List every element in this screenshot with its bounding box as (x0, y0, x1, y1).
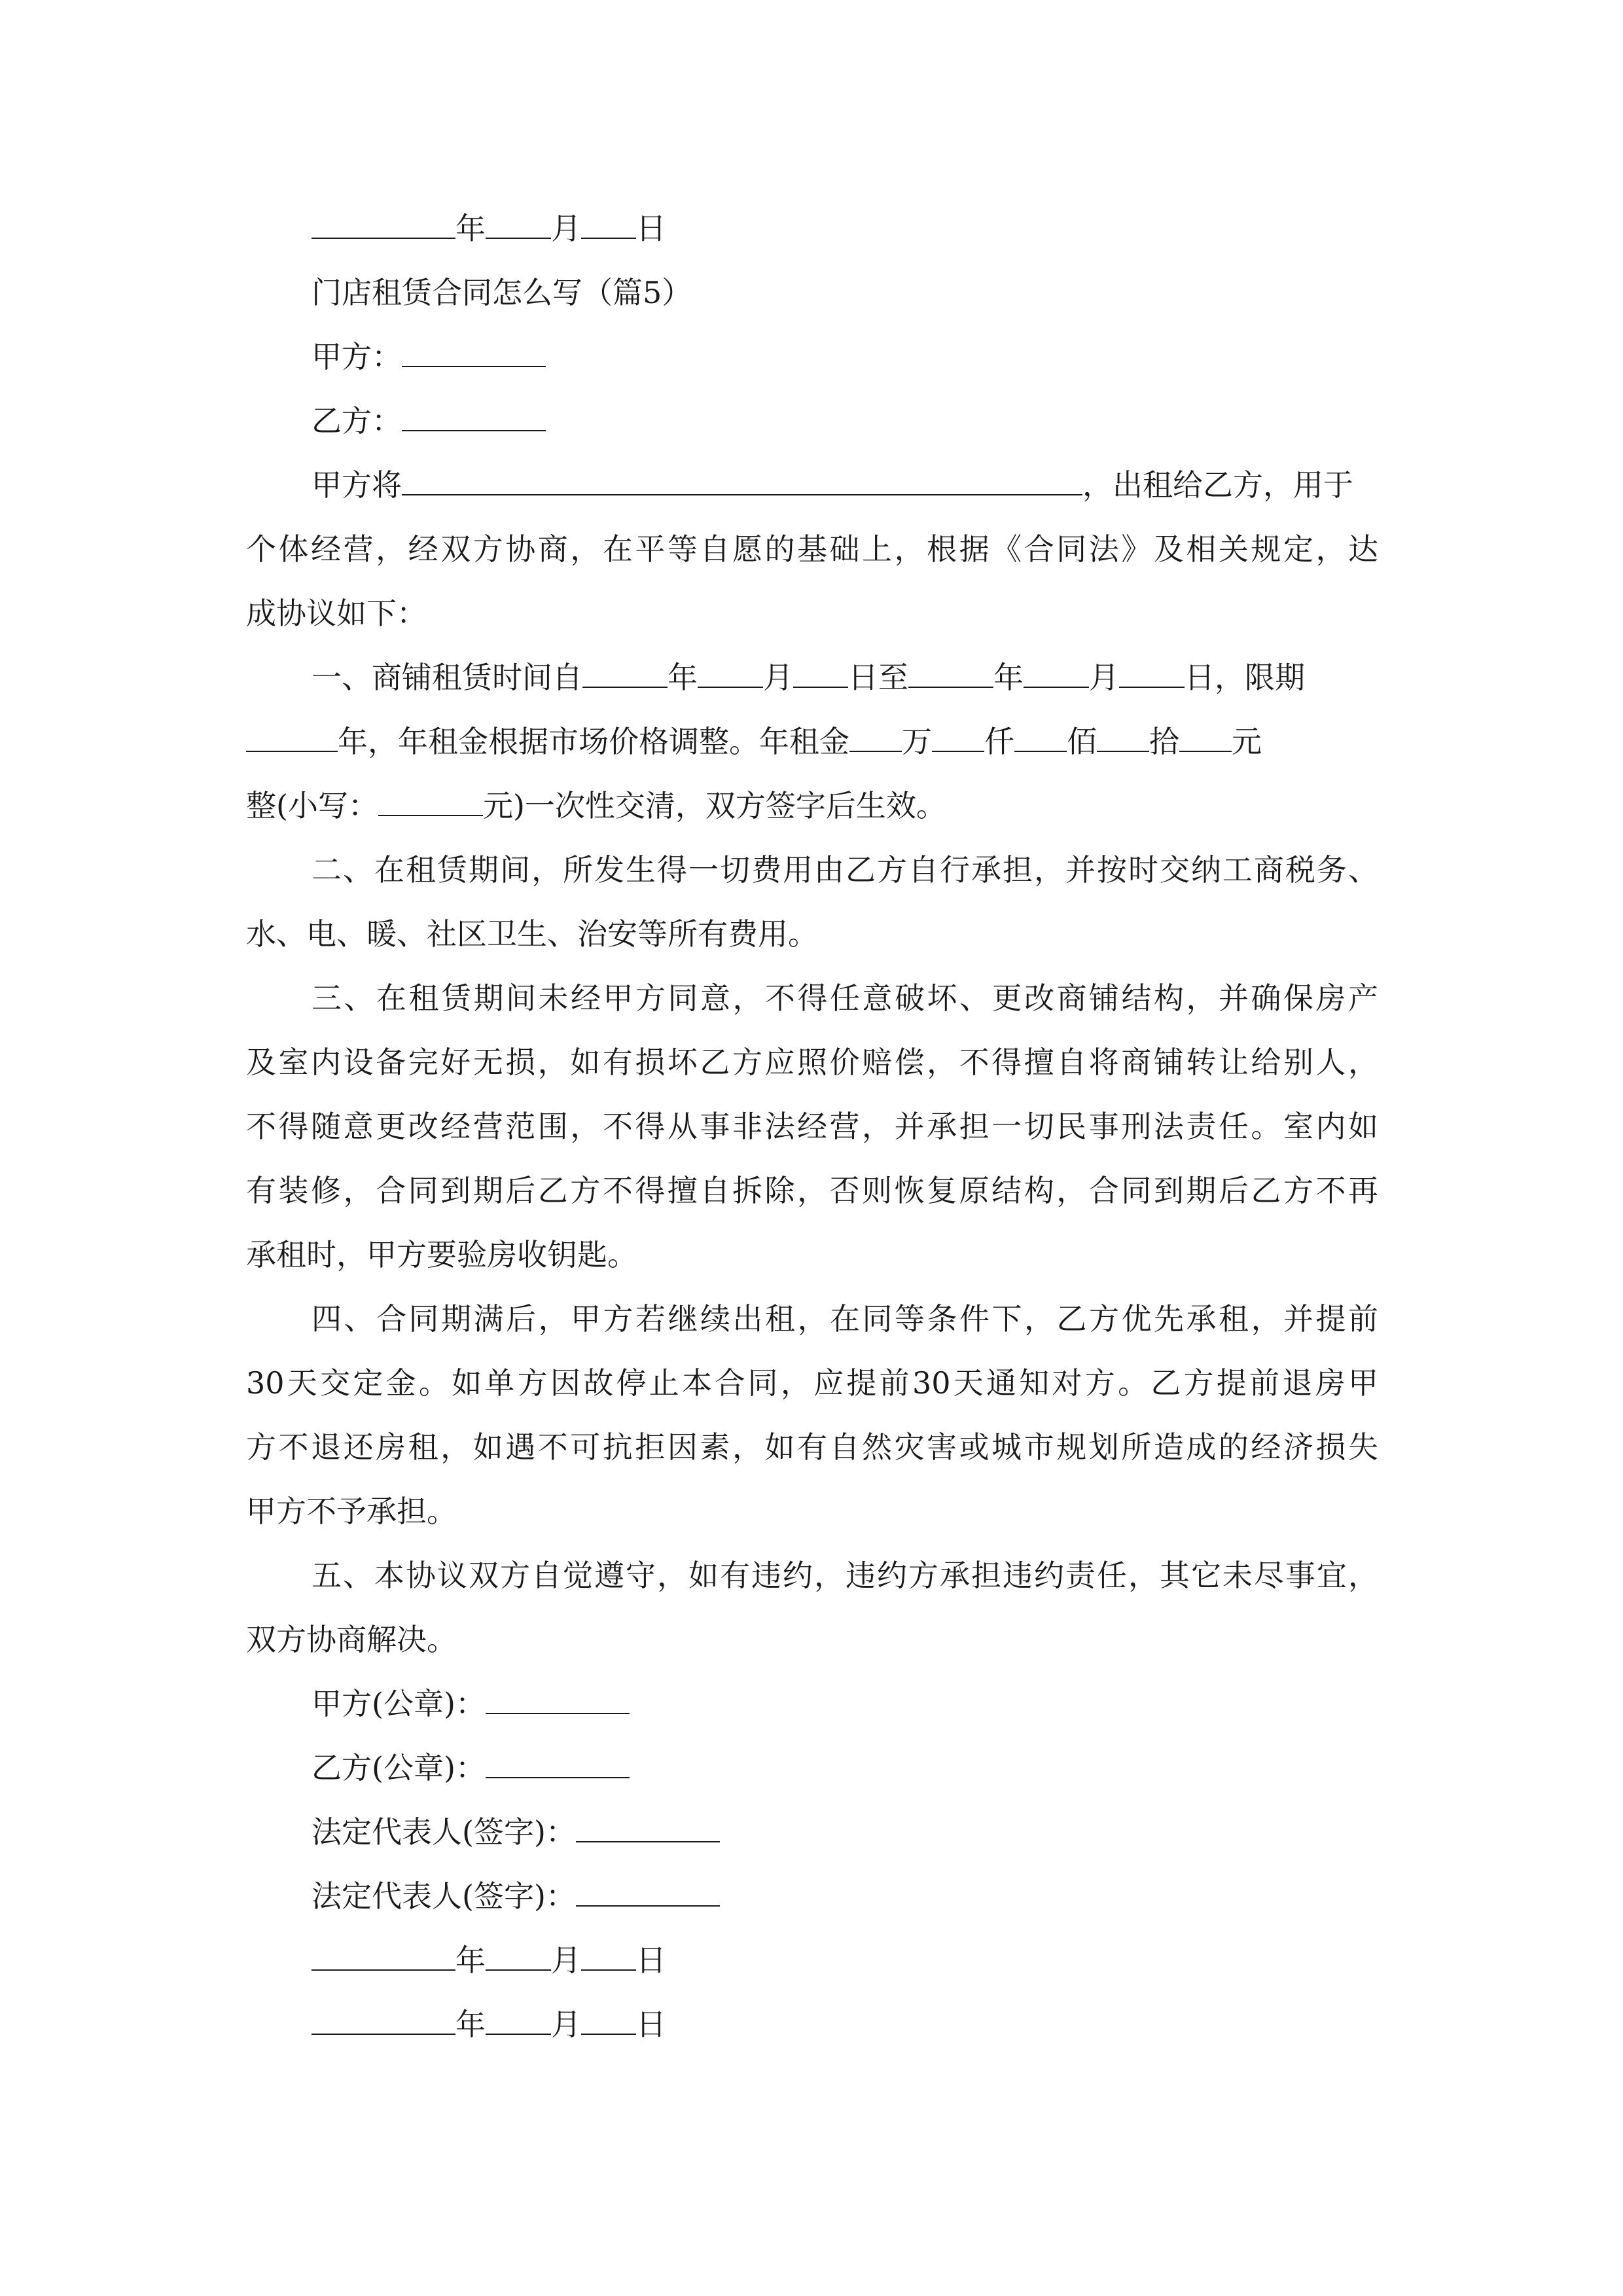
intro-line-1: 甲方将 ，出租给乙方，用于 (246, 453, 1378, 517)
document-title: 门店租赁合同怎么写（篇5） (312, 275, 692, 310)
party-a-seal-line: 甲方(公章)： (246, 1672, 1378, 1736)
clause-1-line-2: 年，年租金根据市场价格调整。年租金 万 仟 佰 拾 元 (246, 709, 1378, 774)
legal-rep-line-2: 法定代表人(签字)： (246, 1864, 1378, 1928)
clause-3-line-1: 三、在租赁期间未经甲方同意，不得任意破坏、更改商铺结构，并确保房产 (312, 980, 1378, 1016)
clause-2-line-2: 水、电、暖、社区卫生、治安等所有费用。 (246, 916, 818, 952)
date-line-bottom-2: 年 月 日 (246, 1992, 1378, 2056)
clause-5-line-1: 五、本协议双方自觉遵守，如有违约，违约方承担违约责任，其它未尽事宜， (312, 1558, 1378, 1593)
legal-rep-line-1: 法定代表人(签字)： (246, 1800, 1378, 1864)
intro-line-3: 成协议如下： (246, 596, 427, 631)
clause-4-line-4: 甲方不予承担。 (246, 1494, 457, 1529)
party-a-line: 甲方： (246, 325, 1378, 389)
clause-5-line-2: 双方协商解决。 (246, 1622, 457, 1657)
clause-3-line-3: 不得随意更改经营范围，不得从事非法经营，并承担一切民事刑法责任。室内如 (246, 1109, 1378, 1144)
blank-month (486, 204, 551, 239)
clause-4-line-3: 方不退还房租，如遇不可抗拒因素，如有自然灾害或城市规划所造成的经济损失 (246, 1429, 1378, 1465)
clause-3-line-5: 承租时，甲方要验房收钥匙。 (246, 1237, 637, 1272)
clause-3-line-2: 及室内设备完好无损，如有损坏乙方应照价赔偿，不得擅自将商铺转让给别人， (246, 1045, 1378, 1080)
party-b-line: 乙方： (246, 389, 1378, 453)
clause-1-line-1: 一、商铺租赁时间自 年 月 日至 年 月 日，限期 (246, 645, 1378, 709)
blank-party-a (402, 332, 546, 367)
clause-2-line-1: 二、在租赁期间，所发生得一切费用由乙方自行承担，并按时交纳工商税务、 (312, 852, 1378, 888)
clause-1-line-3: 整(小写： 元)一次性交清，双方签字后生效。 (246, 774, 1378, 838)
party-b-seal-line: 乙方(公章)： (246, 1736, 1378, 1800)
intro-line-2: 个体经营，经双方协商，在平等自愿的基础上，根据《合同法》及相关规定，达 (246, 531, 1378, 567)
blank-property (402, 460, 1082, 495)
clause-4-line-1: 四、合同期满后，甲方若继续出租，在同等条件下，乙方优先承租，并提前 (312, 1301, 1378, 1336)
date-line-bottom-1: 年 月 日 (246, 1928, 1378, 1992)
clause-4-line-2: 30天交定金。如单方因故停止本合同，应提前30天通知对方。乙方提前退房甲 (246, 1365, 1378, 1401)
blank-year (312, 204, 455, 239)
clause-3-line-4: 有装修，合同到期后乙方不得擅自拆除，否则恢复原结构，合同到期后乙方不再 (246, 1173, 1378, 1208)
blank-day (581, 204, 636, 239)
date-line-top: 年 月 日 (246, 196, 1378, 260)
blank-party-b (402, 396, 546, 431)
